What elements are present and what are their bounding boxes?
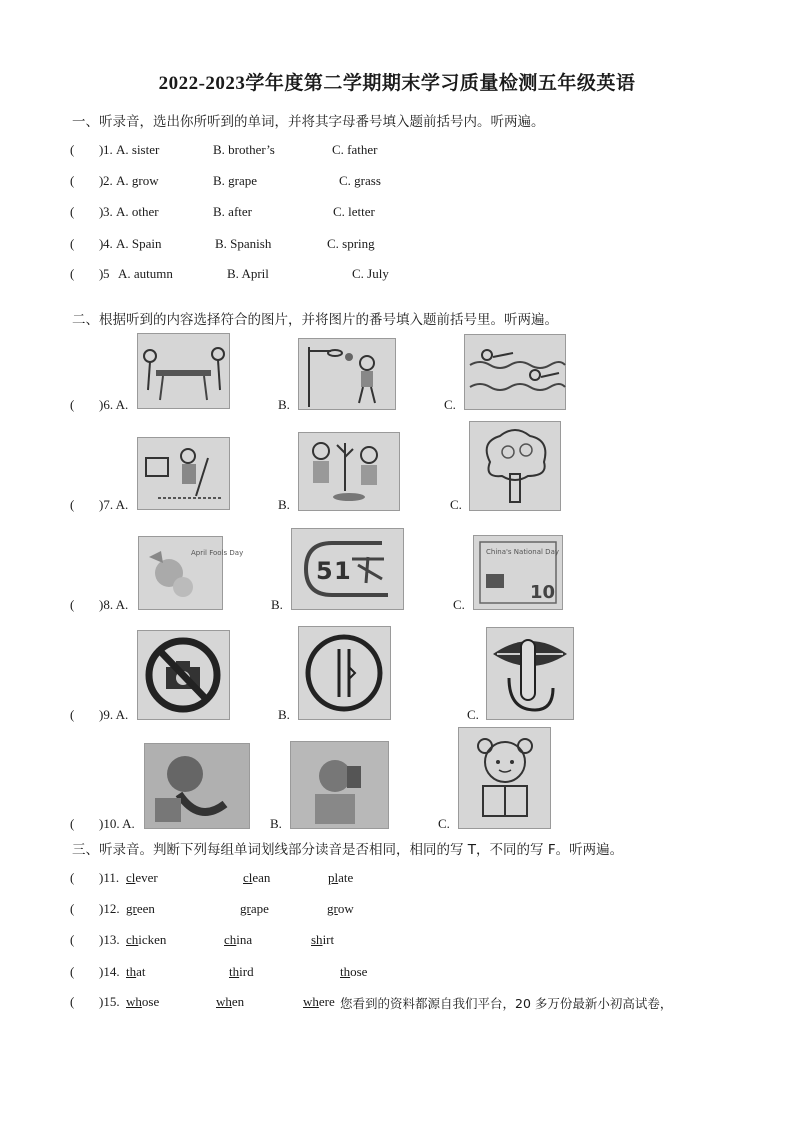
q12-word3: grow xyxy=(327,901,354,916)
q13-word2: china xyxy=(224,932,253,947)
q5-option-a: A. autumn xyxy=(118,266,173,281)
answer-paren: ( xyxy=(70,994,75,1009)
svg-text:5: 5 xyxy=(316,557,333,585)
q6-c-label: C. xyxy=(444,397,456,412)
answer-paren: ( xyxy=(70,870,75,885)
q7-b-label: B. xyxy=(278,497,290,512)
q6-label: )6. A. xyxy=(99,397,129,412)
q6-b-picture-basketball xyxy=(298,338,396,410)
answer-paren: ( xyxy=(70,816,75,831)
q2-option-b: B. grape xyxy=(213,173,258,188)
q7-b-picture-planting-trees xyxy=(298,432,400,511)
q8-c-label: C. xyxy=(453,597,465,612)
answer-paren: ( xyxy=(70,204,75,219)
close-paren: ) xyxy=(99,204,104,219)
q10-a-picture-eating xyxy=(144,743,250,829)
answer-paren: ( xyxy=(70,266,75,281)
close-paren: ) xyxy=(99,266,104,281)
answer-paren: ( xyxy=(70,707,75,722)
q15-word3: where xyxy=(303,994,335,1009)
q3-option-c: C. letter xyxy=(333,204,375,219)
q9-c-label: C. xyxy=(467,707,479,722)
q7-a-picture-sweeping xyxy=(137,437,230,510)
q15-word1: whose xyxy=(126,994,160,1009)
q9-label: )9. A. xyxy=(99,707,129,722)
q13-number: )13. xyxy=(99,932,120,947)
april-fools-caption: April Fools Day xyxy=(191,549,244,557)
q4-number: 4. xyxy=(103,236,113,251)
page-title: 2022-2023学年度第二学期期末学习质量检测五年级英语 xyxy=(158,73,636,94)
q12-number: )12. xyxy=(99,901,120,916)
national-day-caption: China's National Day xyxy=(486,548,560,556)
q14-word1: that xyxy=(126,964,146,979)
answer-paren: ( xyxy=(70,901,75,916)
q5-option-b: B. April xyxy=(227,266,269,281)
q14-number: )14. xyxy=(99,964,120,979)
q7-c-label: C. xyxy=(450,497,462,512)
q7-c-picture-tree xyxy=(469,421,561,511)
q2-option-a: A. grow xyxy=(116,173,159,188)
close-paren: ) xyxy=(99,173,104,188)
q15-number: )15. xyxy=(99,994,120,1009)
q2-number: 2. xyxy=(103,173,113,188)
answer-paren: ( xyxy=(70,932,75,947)
q3-option-b: B. after xyxy=(213,204,252,219)
q13-word1: chicken xyxy=(126,932,167,947)
national-day-number: 10 xyxy=(530,582,556,603)
q3-option-a: A. other xyxy=(116,204,159,219)
q2-option-c: C. grass xyxy=(339,173,381,188)
answer-paren: ( xyxy=(70,142,75,157)
section1-heading: 一、听录音，选出你所听到的单词，并将其字母番号填入题前括号内。听两遍。 xyxy=(72,114,545,130)
q6-c-picture-swimming xyxy=(464,334,566,410)
q14-word3: those xyxy=(340,964,368,979)
q15-word2: when xyxy=(216,994,245,1009)
q4-option-c: C. spring xyxy=(327,236,375,251)
watermark-text: 您看到的资料都源自我们平台，20 多万份最新小初高试卷， xyxy=(340,996,673,1011)
q11-word3: plate xyxy=(328,870,354,885)
q4-option-a: A. Spain xyxy=(116,236,162,251)
q11-number: )11. xyxy=(99,870,120,885)
q5-option-c: C. July xyxy=(352,266,389,281)
q4-option-b: B. Spanish xyxy=(215,236,272,251)
q11-word2: clean xyxy=(243,870,271,885)
q13-word3: shirt xyxy=(311,932,335,947)
q6-b-label: B. xyxy=(278,397,290,412)
q5-number: 5 xyxy=(103,266,110,281)
answer-paren: ( xyxy=(70,597,75,612)
q9-b-label: B. xyxy=(278,707,290,722)
q8-c-picture-national-day xyxy=(473,535,563,610)
q10-c-label: C. xyxy=(438,816,450,831)
q9-c-picture-be-quiet-sign xyxy=(486,627,574,720)
q9-b-picture-keep-right-sign xyxy=(298,626,391,720)
q8-b-picture-may-day-logo xyxy=(291,528,404,610)
q12-word1: green xyxy=(126,901,155,916)
close-paren: ) xyxy=(99,142,104,157)
answer-paren: ( xyxy=(70,236,75,251)
q11-word1: clever xyxy=(126,870,158,885)
answer-paren: ( xyxy=(70,497,75,512)
answer-paren: ( xyxy=(70,964,75,979)
q8-a-picture-april-fools-day xyxy=(138,536,244,610)
q10-b-label: B. xyxy=(270,816,282,831)
q1-number: 1. xyxy=(103,142,113,157)
q6-a-picture-table-tennis xyxy=(137,333,230,409)
q10-label: )10. A. xyxy=(99,816,135,831)
answer-paren: ( xyxy=(70,397,75,412)
answer-paren: ( xyxy=(70,173,75,188)
q9-a-picture-no-photos-sign xyxy=(137,630,230,720)
q8-b-label: B. xyxy=(271,597,283,612)
q7-label: )7. A. xyxy=(99,497,129,512)
svg-text:1: 1 xyxy=(334,557,351,585)
section2-heading: 二、根据听到的内容选择符合的图片，并将图片的番号填入题前括号里。听两遍。 xyxy=(72,312,558,328)
section3-heading: 三、听录音。判断下列每组单词划线部分读音是否相同，相同的写 T，不同的写 F。听两遍。 xyxy=(72,842,624,858)
q1-option-a: A. sister xyxy=(116,142,160,157)
q1-option-b: B. brother’s xyxy=(213,142,275,157)
q1-option-c: C. father xyxy=(332,142,378,157)
close-paren: ) xyxy=(99,236,104,251)
q10-b-picture-drinking xyxy=(290,741,389,829)
q14-word2: third xyxy=(229,964,254,979)
q10-c-picture-reading xyxy=(458,727,551,829)
q12-word2: grape xyxy=(240,901,269,916)
q8-label: )8. A. xyxy=(99,597,129,612)
q3-number: 3. xyxy=(103,204,113,219)
